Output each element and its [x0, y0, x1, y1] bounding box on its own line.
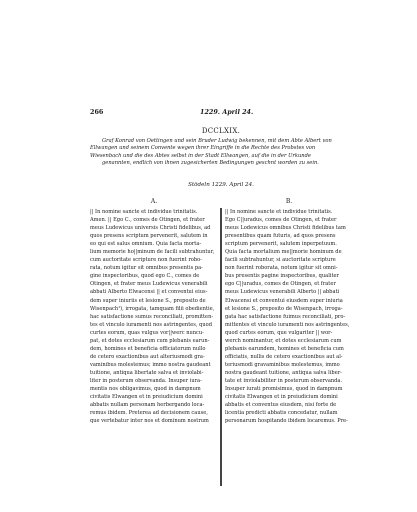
text-line: tate et inviolabiliter in posterum observanda.	[225, 377, 343, 384]
column-divider	[221, 208, 222, 486]
text-line: non fuerint roborata, notum igitur sit omni-	[225, 265, 338, 272]
text-line: gine inspectoribus, quod ego C., comes de	[90, 273, 200, 280]
text-line: eo qui est salus omnium. Quia facta morta-	[90, 241, 202, 248]
text-line: teriusmodi gravaminibus molestemus, immo	[225, 361, 340, 368]
text-line: curtes eorum, quas vulgus vor||werc nuncu-	[90, 329, 204, 336]
text-line: pat, et dotes ecclesiarum cum plebanis earun-	[90, 337, 210, 344]
text-line: Elwacensi et conventui eiusdem super iniuria	[225, 297, 343, 304]
text-line: lium memorie ho||minum de facili subtrahuntur,	[90, 249, 215, 256]
dateline: Stödeln 1229. April 24.	[188, 182, 254, 188]
text-line: presentibus quam futuris, ad quos presens	[225, 233, 336, 240]
text-line: dem super iniuriis et lesione S., preposito de	[90, 297, 206, 304]
text-line: Ego C||uradus, comes de Otingen, et frater	[225, 217, 337, 224]
text-line: ego C||uradus, comes de Otingen, et frater	[225, 281, 336, 288]
text-line: nostra gaudeant tuitione, antiqua salva liber-	[225, 369, 342, 376]
text-line: || In nomine sancte et individue trinitatis.	[225, 209, 333, 215]
text-line: gata hac satisfactione fuimus reconciliati, pro-	[225, 313, 346, 320]
text-line: liter in posterum observanda. Insuper iura-	[90, 377, 202, 384]
text-line: mittentes et vinculo iuramenti nos astringentes,	[225, 321, 350, 328]
text-line: tes et vinculo iuramenti nos astringentes, quod	[90, 321, 212, 328]
text-line: rata, notum igitur sit omnibus presentis pa-	[90, 265, 203, 272]
text-line: meus Ludewicus universis Christi fidelibus, ad	[90, 225, 211, 232]
text-line: Wisenpach¹), irrogata, tamquam filii obedientie,	[90, 305, 215, 312]
text-line: personarum hospitando ibidem locaremus. Pre-	[225, 418, 348, 425]
summary-line: Graf Konrad von Oettingen und sein Bruder Ludwig bekennen, mit dem Abte Albert von	[102, 138, 332, 144]
text-line: officiatis, nullis de cetero exactionibus aut al-	[225, 353, 343, 360]
text-line: de cetero exactionibus aut alteriusmodi gra-	[90, 353, 205, 360]
text-line: remus ibidem. Preterea ad decisionem cause,	[90, 410, 208, 417]
text-line: quos presens scriptum pervenerit, salutem in	[90, 233, 208, 240]
text-line: civitatis Elwangen et in preiudicium domini	[225, 394, 338, 401]
column-b	[225, 198, 353, 425]
text-line: scriptum pervenerit, salutem inperpetuum.	[225, 241, 337, 248]
text-line: abbatis nullam personam herbergando loca-	[90, 402, 205, 409]
text-line: dem, homines et beneficia officiatorum nullo	[90, 345, 206, 352]
text-line: plebanis earundem, homines et beneficia cum	[225, 345, 344, 352]
text-line: Quia facta mortalium me||morie hominum de	[225, 249, 342, 256]
text-line: bus presentis pagine inspectoribus, qualiter	[225, 273, 339, 280]
text-line: meus Ludewicus venerabili Alberto || abbati	[225, 289, 340, 296]
text-line: Otingen, et frater meus Ludewicus venerabili	[90, 281, 208, 288]
text-line: cum auctoritate scripture non fuerint robo-	[90, 257, 202, 264]
running-head: 1229. April 24.	[200, 108, 254, 116]
text-line: que vertebatur inter nos et dominum nostrum	[90, 418, 209, 425]
text-line: civitatis Elwangen et in preiudicium domini	[90, 394, 203, 401]
summary-line: genannten, endlich von ihnen zugesicherten Bedingungen geschnt worden zu sein.	[102, 159, 319, 166]
text-line: Insuper iurati promisimus, quod in dampnum	[225, 386, 343, 393]
column-label: A.	[150, 198, 158, 205]
text-line: tuitione, antiqua libertate salva et inviolabi-	[90, 369, 204, 376]
column-label: B.	[285, 198, 293, 205]
document-summary	[90, 138, 352, 167]
page-number: 266	[90, 108, 104, 116]
text-line: quod curtes eorum, que vulgariter || wor-	[225, 329, 333, 336]
text-line: hac satisfactione sumus reconciliati, promitten-	[90, 313, 214, 320]
document-number: DCCLXIX.	[201, 127, 241, 135]
text-line: meus Lodewicus omnibus Christi fidelibus tam	[225, 225, 346, 232]
text-line: werch nominantur, et dotes ecclesiarum cum	[225, 337, 342, 344]
summary-line: Wiesenbach und die des Abtes selbst in der Stadt Ellwangen, auf die in der Urkunde	[90, 152, 311, 159]
page-header	[90, 108, 352, 118]
summary-line: Ellwangen und seinem Convente wegen ihrer Eingriffe in die Rechte des Probstes von	[90, 145, 316, 152]
text-line: mentis nos obligavimus, quod in dampnum	[90, 386, 201, 393]
text-line: abbatis et conventus eiusdem, nisi forte de	[225, 402, 337, 409]
text-line: vaminibus molestemus; immo nostra gaudeant	[90, 361, 211, 368]
text-line: abbati Alberto Elwacensi || et conventui eius-	[90, 289, 208, 296]
text-line: || In nomine sancte et individue trinitatis.	[90, 209, 198, 215]
column-a	[90, 198, 218, 425]
text-line: Amen. || Ego C., comes de Otingen, et frater	[90, 217, 205, 224]
text-line: facili subtrahuntur, si auctoritate scripture	[225, 257, 336, 264]
text-line: licentia predicti abbatis concedatur, nullam	[225, 410, 338, 417]
text-line: et lesione S., preposito de Wisenpach, irroga-	[225, 305, 343, 312]
